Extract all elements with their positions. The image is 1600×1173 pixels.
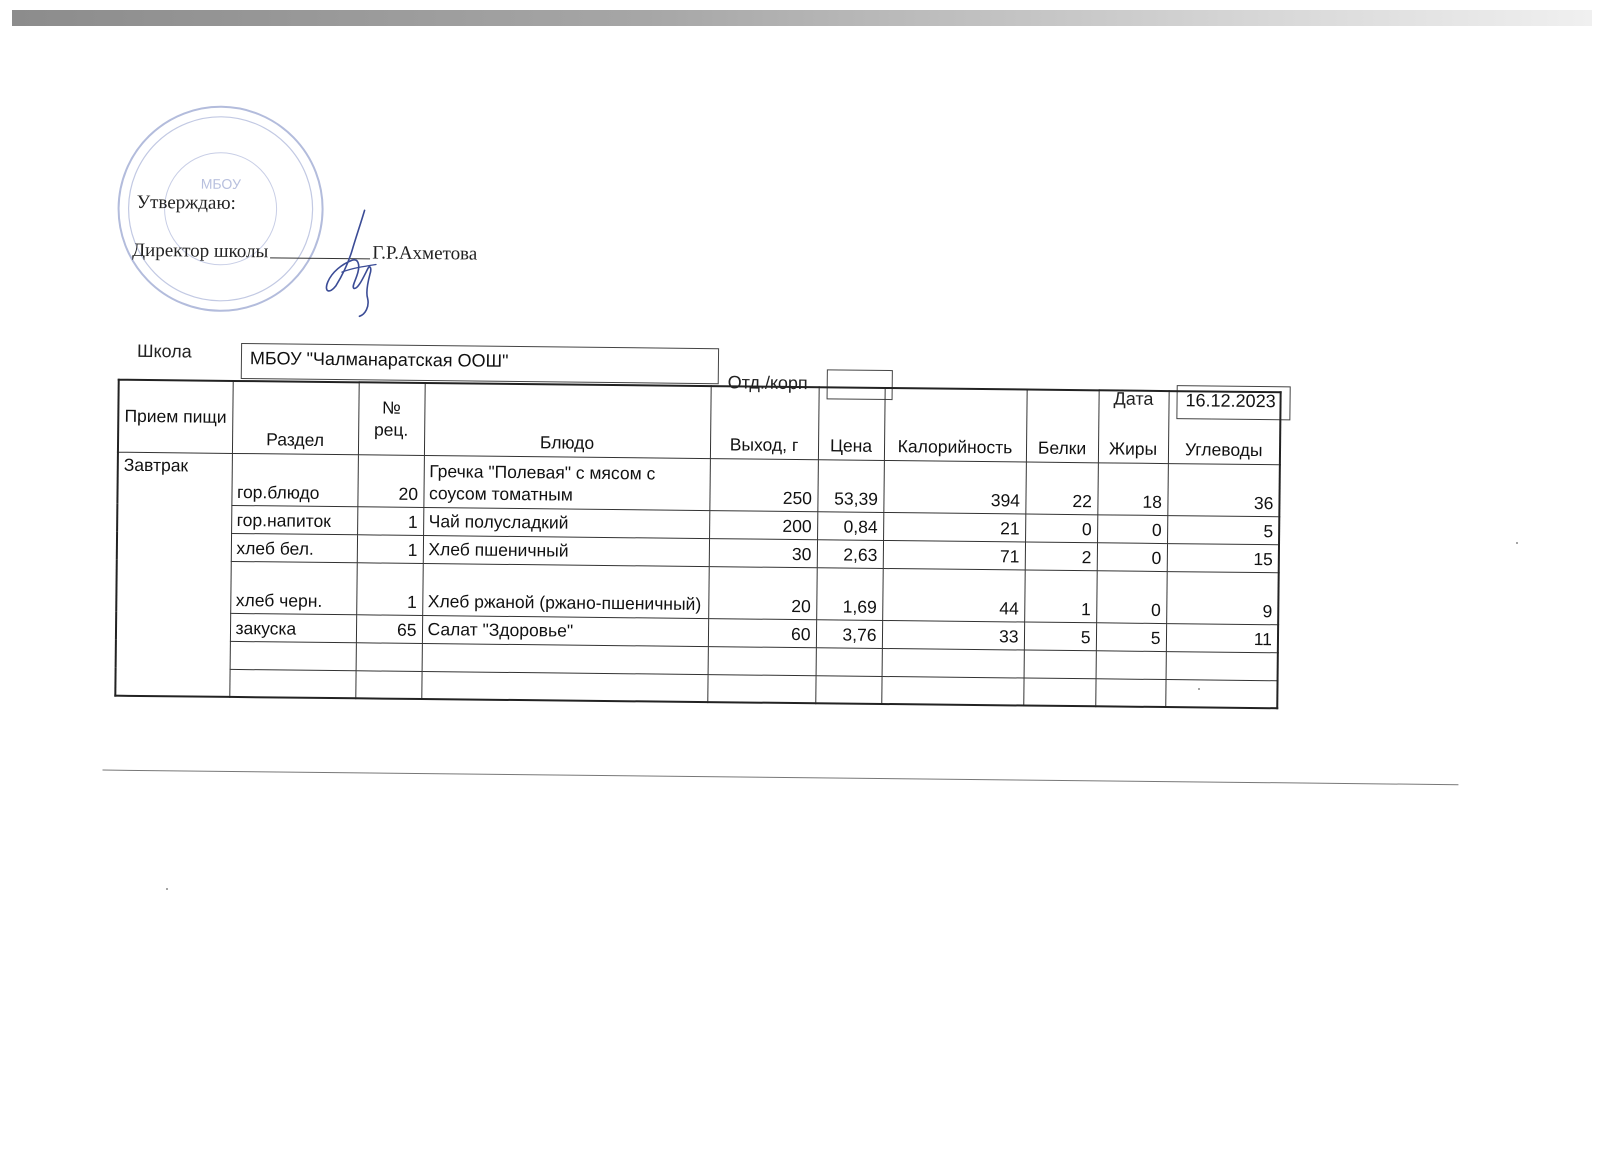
dish-cell: Салат "Здоровье" <box>422 615 708 646</box>
dish-cell: Хлеб пшеничный <box>423 535 709 566</box>
table-header-row <box>118 380 1281 465</box>
protein-cell: 2 <box>1025 542 1097 571</box>
yield-cell: 250 <box>709 458 818 511</box>
price-cell: 2,63 <box>817 539 883 568</box>
bottom-rule <box>102 770 1458 786</box>
protein-cell: 0 <box>1025 514 1097 543</box>
section-cell: гор.блюдо <box>231 453 358 506</box>
kcal-cell: 71 <box>883 540 1025 570</box>
dish-cell: Гречка "Полевая" с мясом с соусом томатным <box>423 455 710 510</box>
col-recipe: № рец. <box>358 382 425 455</box>
protein-cell: 5 <box>1024 622 1096 651</box>
recipe-cell: 65 <box>356 614 422 643</box>
recipe-cell: 1 <box>357 534 423 563</box>
price-cell: 0,84 <box>817 511 883 540</box>
fat-cell: 0 <box>1096 570 1167 623</box>
col-price: Цена <box>818 387 885 460</box>
col-section: Раздел <box>232 381 359 454</box>
date-field[interactable]: 16.12.2023 <box>1176 385 1290 420</box>
stamp-text: МБОУ <box>200 175 242 193</box>
approve-text: Утверждаю: <box>136 191 237 214</box>
director-label: Директор школы <box>132 239 269 263</box>
yield-cell: 60 <box>708 618 816 647</box>
carbs-cell: 15 <box>1167 543 1279 572</box>
signature-line <box>270 257 370 259</box>
fat-cell: 18 <box>1097 462 1168 515</box>
price-cell: 1,69 <box>816 567 883 620</box>
col-dish: Блюдо <box>424 383 711 458</box>
recipe-cell: 20 <box>357 454 424 507</box>
protein-cell: 1 <box>1024 570 1097 623</box>
date-label: Дата <box>1113 388 1154 409</box>
director-signature-row <box>132 240 477 266</box>
carbs-cell: 36 <box>1167 463 1280 516</box>
yield-cell: 20 <box>708 566 817 619</box>
section-cell: хлеб бел. <box>231 533 357 562</box>
col-kcal: Калорийность <box>884 388 1027 462</box>
fat-cell: 0 <box>1097 514 1167 543</box>
carbs-cell: 11 <box>1166 623 1278 652</box>
kcal-cell: 33 <box>882 620 1024 650</box>
fat-cell: 5 <box>1096 622 1166 651</box>
col-protein: Белки <box>1026 390 1099 463</box>
yield-cell: 200 <box>709 510 817 539</box>
col-fat: Жиры <box>1098 390 1169 463</box>
kcal-cell: 394 <box>883 460 1026 514</box>
price-cell: 3,76 <box>816 619 882 648</box>
kcal-cell: 21 <box>883 512 1025 542</box>
section-cell: закуска <box>230 613 356 642</box>
director-name: Г.Р.Ахметова <box>372 242 478 265</box>
scan-speck <box>1198 688 1200 690</box>
carbs-cell: 9 <box>1166 571 1279 624</box>
protein-cell: 22 <box>1025 462 1098 515</box>
yield-cell: 30 <box>709 538 817 567</box>
scan-speck <box>166 888 168 890</box>
price-cell: 53,39 <box>817 459 884 512</box>
school-label: Школа <box>136 340 192 362</box>
col-carbs: Углеводы <box>1168 391 1281 464</box>
col-meal: Прием пищи <box>118 380 233 453</box>
dish-cell: Хлеб ржаной (ржано-пшеничный) <box>422 563 709 618</box>
recipe-cell: 1 <box>356 562 423 615</box>
dish-cell: Чай полусладкий <box>423 507 709 538</box>
col-yield: Выход, г <box>710 386 819 459</box>
recipe-cell: 1 <box>357 506 423 535</box>
section-cell: хлеб черн. <box>230 561 357 614</box>
menu-table <box>114 379 1281 710</box>
section-cell: гор.напиток <box>231 505 357 534</box>
meal-cell: Завтрак <box>115 452 232 697</box>
fat-cell: 0 <box>1097 542 1167 571</box>
kcal-cell: 44 <box>882 568 1025 622</box>
school-field[interactable]: МБОУ "Чалманаратская ООШ" <box>241 343 719 384</box>
scan-speck <box>1516 542 1518 544</box>
carbs-cell: 5 <box>1167 515 1279 544</box>
dept-label: Отд./корп <box>727 372 808 394</box>
